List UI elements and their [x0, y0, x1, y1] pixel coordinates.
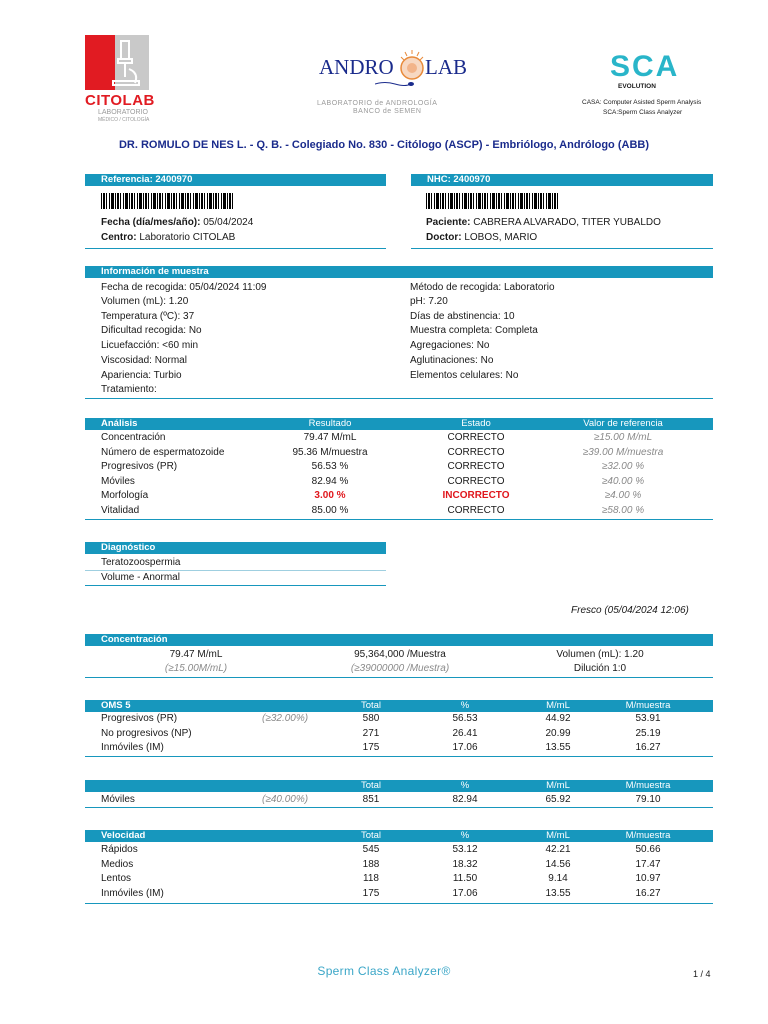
velocidad-h4: M/muestra: [625, 830, 671, 841]
velocidad-total: 118: [363, 873, 379, 885]
velocidad-pct: 18.32: [452, 858, 478, 870]
androlab-logo: [315, 40, 470, 120]
oms-pct: 26.41: [452, 727, 478, 739]
analisis-state: CORRECTO: [447, 446, 505, 458]
velocidad-total: 175: [362, 888, 380, 900]
diagnostico-rule-1: [85, 570, 386, 571]
muestra-right-3: Muestra completa: Completa: [410, 325, 538, 336]
velocidad-header: [85, 830, 713, 842]
sperm-egg-icon: [397, 48, 427, 82]
velocidad-pct: 11.50: [452, 873, 478, 885]
analisis-ref: ≥58.00 %: [601, 505, 645, 516]
muestra-left-3: Dificultad recogida: No: [101, 325, 202, 336]
moviles-h1: Total: [360, 780, 382, 791]
analisis-state: INCORRECTO: [442, 490, 510, 502]
oms-mml: 20.99: [545, 727, 571, 739]
moviles-name: Móviles: [101, 794, 135, 805]
nhc-bar: [411, 174, 713, 186]
analisis-result: 85.00 %: [311, 505, 349, 516]
moviles-h4: M/muestra: [625, 780, 671, 791]
oms-pct: 17.06: [452, 742, 478, 754]
oms-h0: OMS 5: [101, 700, 131, 711]
citolab-sub2: MÉDICO / CITOLOGÍA: [98, 117, 150, 123]
muestra-left-4: Licuefacción: <60 min: [101, 340, 199, 351]
velocidad-h0: Velocidad: [101, 830, 146, 841]
oms-total: 580: [362, 713, 380, 724]
patient-rule-left: [85, 248, 386, 249]
analisis-name: Móviles: [101, 475, 135, 487]
analisis-ref: ≥40.00 %: [601, 475, 645, 487]
velocidad-name: Inmóviles (IM): [101, 888, 164, 900]
analisis-h2: Estado: [461, 418, 491, 429]
oms-name: Inmóviles (IM): [101, 742, 164, 754]
sca-evolution: EVOLUTION: [618, 83, 656, 90]
citolab-logo: [85, 35, 155, 125]
muestra-left-7: Tratamiento:: [101, 384, 157, 395]
patient-rule-right: [411, 248, 713, 249]
velocidad-h1: Total: [360, 830, 382, 841]
analisis-result: 3.00 %: [314, 490, 346, 502]
velocidad-pct: 17.06: [452, 888, 478, 900]
oms-rule: [85, 756, 713, 757]
diagnostico-line-0: Teratozoospermia: [101, 557, 181, 568]
conc-val2: 95,364,000 /Muestra: [354, 649, 446, 660]
diagnostico-rule-2: [85, 585, 386, 586]
velocidad-mml: 42.21: [545, 844, 571, 855]
muestra-rule: [85, 398, 713, 399]
velocidad-mml: 14.56: [545, 858, 571, 870]
analisis-ref: ≥4.00 %: [604, 490, 642, 502]
paciente-value: CABRERA ALVARADO, TITER YUBALDO: [470, 217, 661, 228]
fecha-value: 05/04/2024: [200, 217, 254, 228]
oms-mml: 13.55: [545, 742, 571, 754]
analisis-result: 82.94 %: [311, 475, 349, 487]
velocidad-mm: 17.47: [635, 858, 661, 870]
concentracion-header: [85, 634, 713, 646]
oms-mm: 16.27: [635, 742, 661, 754]
velocidad-total: 188: [362, 858, 380, 870]
muestra-right-0: Método de recogida: Laboratorio: [410, 282, 555, 293]
velocidad-name: Lentos: [101, 873, 132, 885]
oms-mm: 25.19: [635, 727, 661, 739]
analisis-name: Concentración: [101, 432, 166, 443]
doctor-value: LOBOS, MARIO: [461, 232, 538, 243]
muestra-left-5: Viscosidad: Normal: [101, 355, 187, 366]
diagnostico-line-1: Volume - Anormal: [101, 572, 180, 583]
velocidad-mml: 13.55: [545, 888, 571, 900]
citolab-sub1: LABORATORIO: [98, 109, 148, 116]
doctor-credentials: DR. ROMULO DE NES L. - Q. B. - Colegiado No. 830 - Citólogo (ASCP) - Embriólogo, Andrólogo (ABB): [118, 139, 649, 151]
muestra-right-1: pH: 7.20: [410, 296, 448, 307]
velocidad-mml: 9.14: [548, 873, 568, 885]
oms-pct: 56.53: [452, 713, 478, 724]
oms-mml: 44.92: [545, 713, 571, 724]
muestra-left-1: Volumen (mL): 1.20: [101, 296, 189, 307]
concentracion-rule: [85, 677, 713, 678]
referencia-bar: [85, 174, 386, 186]
oms-h3: M/mL: [546, 700, 570, 711]
analisis-state: CORRECTO: [447, 505, 505, 516]
velocidad-mm: 10.97: [635, 873, 661, 885]
sca-mark: SCA: [610, 50, 680, 83]
velocidad-pct: 53.12: [452, 844, 478, 855]
moviles-rule: [85, 807, 713, 808]
analisis-state: CORRECTO: [447, 475, 505, 487]
doctor-row: [426, 232, 537, 244]
velocidad-total: 545: [362, 844, 380, 855]
oms-total: 175: [362, 742, 380, 754]
oms-ref: (≥32.00%): [262, 713, 309, 724]
muestra-left-6: Apariencia: Turbio: [101, 370, 182, 381]
oms-mm: 53.91: [635, 713, 661, 724]
analisis-name: Número de espermatozoide: [101, 446, 225, 458]
velocidad-name: Rápidos: [101, 844, 138, 855]
oms-header: [85, 700, 713, 712]
footer-brand: Sperm Class Analyzer®: [317, 964, 451, 978]
sca-line2: SCA:Sperm Class Analyzer: [603, 109, 683, 116]
oms-h1: Total: [360, 700, 382, 711]
analisis-result: 79.47 M/mL: [303, 432, 357, 443]
moviles-header: [85, 780, 713, 792]
analisis-h1: Resultado: [308, 418, 352, 429]
moviles-mm: 79.10: [635, 794, 661, 805]
sca-line1: CASA: Computer Asisted Sperm Analysis: [582, 99, 702, 106]
moviles-h3: M/mL: [546, 780, 570, 791]
analisis-header: [85, 418, 713, 430]
velocidad-rule: [85, 903, 713, 904]
muestra-right-5: Aglutinaciones: No: [410, 355, 494, 366]
androlab-sub1: LABORATORIO de ANDROLOGÍA: [317, 100, 438, 107]
analisis-rule: [85, 519, 713, 520]
conc-ref1: (≥15.00M/mL): [164, 663, 228, 674]
analisis-result: 95.36 M/muestra: [292, 446, 368, 458]
diagnostico-header: [85, 542, 386, 554]
muestra-left-0: Fecha de recogida: 05/04/2024 11:09: [101, 282, 267, 293]
concentracion-title: Concentración: [101, 634, 168, 645]
moviles-h2: %: [460, 780, 470, 791]
moviles-total: 851: [362, 794, 380, 805]
microscope-icon: [85, 35, 149, 90]
muestra-right-6: Elementos celulares: No: [410, 370, 519, 381]
sca-logo: [580, 52, 710, 122]
conc-dilucion: Dilución 1:0: [573, 663, 627, 674]
oms-h4: M/muestra: [625, 700, 671, 711]
moviles-ref: (≥40.00%): [262, 794, 309, 805]
analisis-name: Vitalidad: [101, 505, 140, 516]
diagnostico-title: Diagnóstico: [101, 542, 156, 553]
analisis-ref: ≥32.00 %: [601, 461, 645, 473]
paciente-row: [426, 217, 661, 229]
androlab-left: ANDRO: [319, 55, 394, 79]
velocidad-mm: 16.27: [635, 888, 661, 900]
paciente-label: Paciente:: [426, 217, 471, 228]
moviles-mml: 65.92: [545, 794, 571, 805]
analisis-name: Morfología: [101, 490, 149, 502]
conc-ref2: (≥39000000 /Muestra): [350, 663, 450, 674]
referencia-barcode: [101, 193, 234, 209]
analisis-ref: ≥39.00 M/muestra: [582, 446, 664, 458]
androlab-right: LAB: [425, 55, 467, 79]
analisis-name: Progresivos (PR): [101, 461, 178, 473]
velocidad-name: Medios: [101, 858, 134, 870]
doctor-label: Doctor:: [426, 232, 462, 243]
analisis-state: CORRECTO: [447, 461, 505, 473]
sperm-tail-icon: [375, 80, 415, 88]
muestra-right-4: Agregaciones: No: [410, 340, 490, 351]
androlab-sub2: BANCO de SEMEN: [353, 108, 422, 115]
oms-name: No progresivos (NP): [101, 727, 192, 739]
nhc-barcode: [426, 193, 559, 209]
conc-val3: Volumen (mL): 1.20: [556, 649, 644, 660]
nhc-label: NHC: 2400970: [427, 174, 491, 185]
analisis-state: CORRECTO: [447, 432, 505, 443]
citolab-name: CITOLAB: [85, 92, 155, 109]
analisis-h3: Valor de referencia: [583, 418, 663, 429]
fresco-timestamp: Fresco (05/04/2024 12:06): [571, 605, 689, 616]
centro-value: Laboratorio CITOLAB: [136, 232, 236, 243]
centro-row: [101, 232, 235, 244]
muestra-title: Información de muestra: [101, 266, 209, 277]
oms-h2: %: [460, 700, 470, 711]
moviles-pct: 82.94: [452, 794, 478, 805]
referencia-label: Referencia: 2400970: [101, 174, 193, 185]
velocidad-h2: %: [460, 830, 470, 841]
muestra-left-2: Temperatura (ºC): 37: [101, 311, 195, 322]
fecha-row: [101, 217, 253, 229]
oms-name: Progresivos (PR): [101, 713, 178, 724]
conc-val1: 79.47 M/mL: [169, 649, 223, 660]
oms-total: 271: [362, 727, 380, 739]
page-number: 1 / 4: [693, 969, 711, 979]
analisis-result: 56.53 %: [311, 461, 349, 473]
velocidad-mm: 50.66: [635, 844, 661, 855]
centro-label: Centro:: [101, 232, 137, 243]
muestra-right-2: Días de abstinencia: 10: [410, 311, 515, 322]
analisis-h0: Análisis: [101, 418, 138, 429]
fecha-label: Fecha (día/mes/año):: [101, 217, 201, 228]
muestra-header: [85, 266, 713, 278]
velocidad-h3: M/mL: [546, 830, 570, 841]
analisis-ref: ≥15.00 M/mL: [593, 432, 653, 443]
